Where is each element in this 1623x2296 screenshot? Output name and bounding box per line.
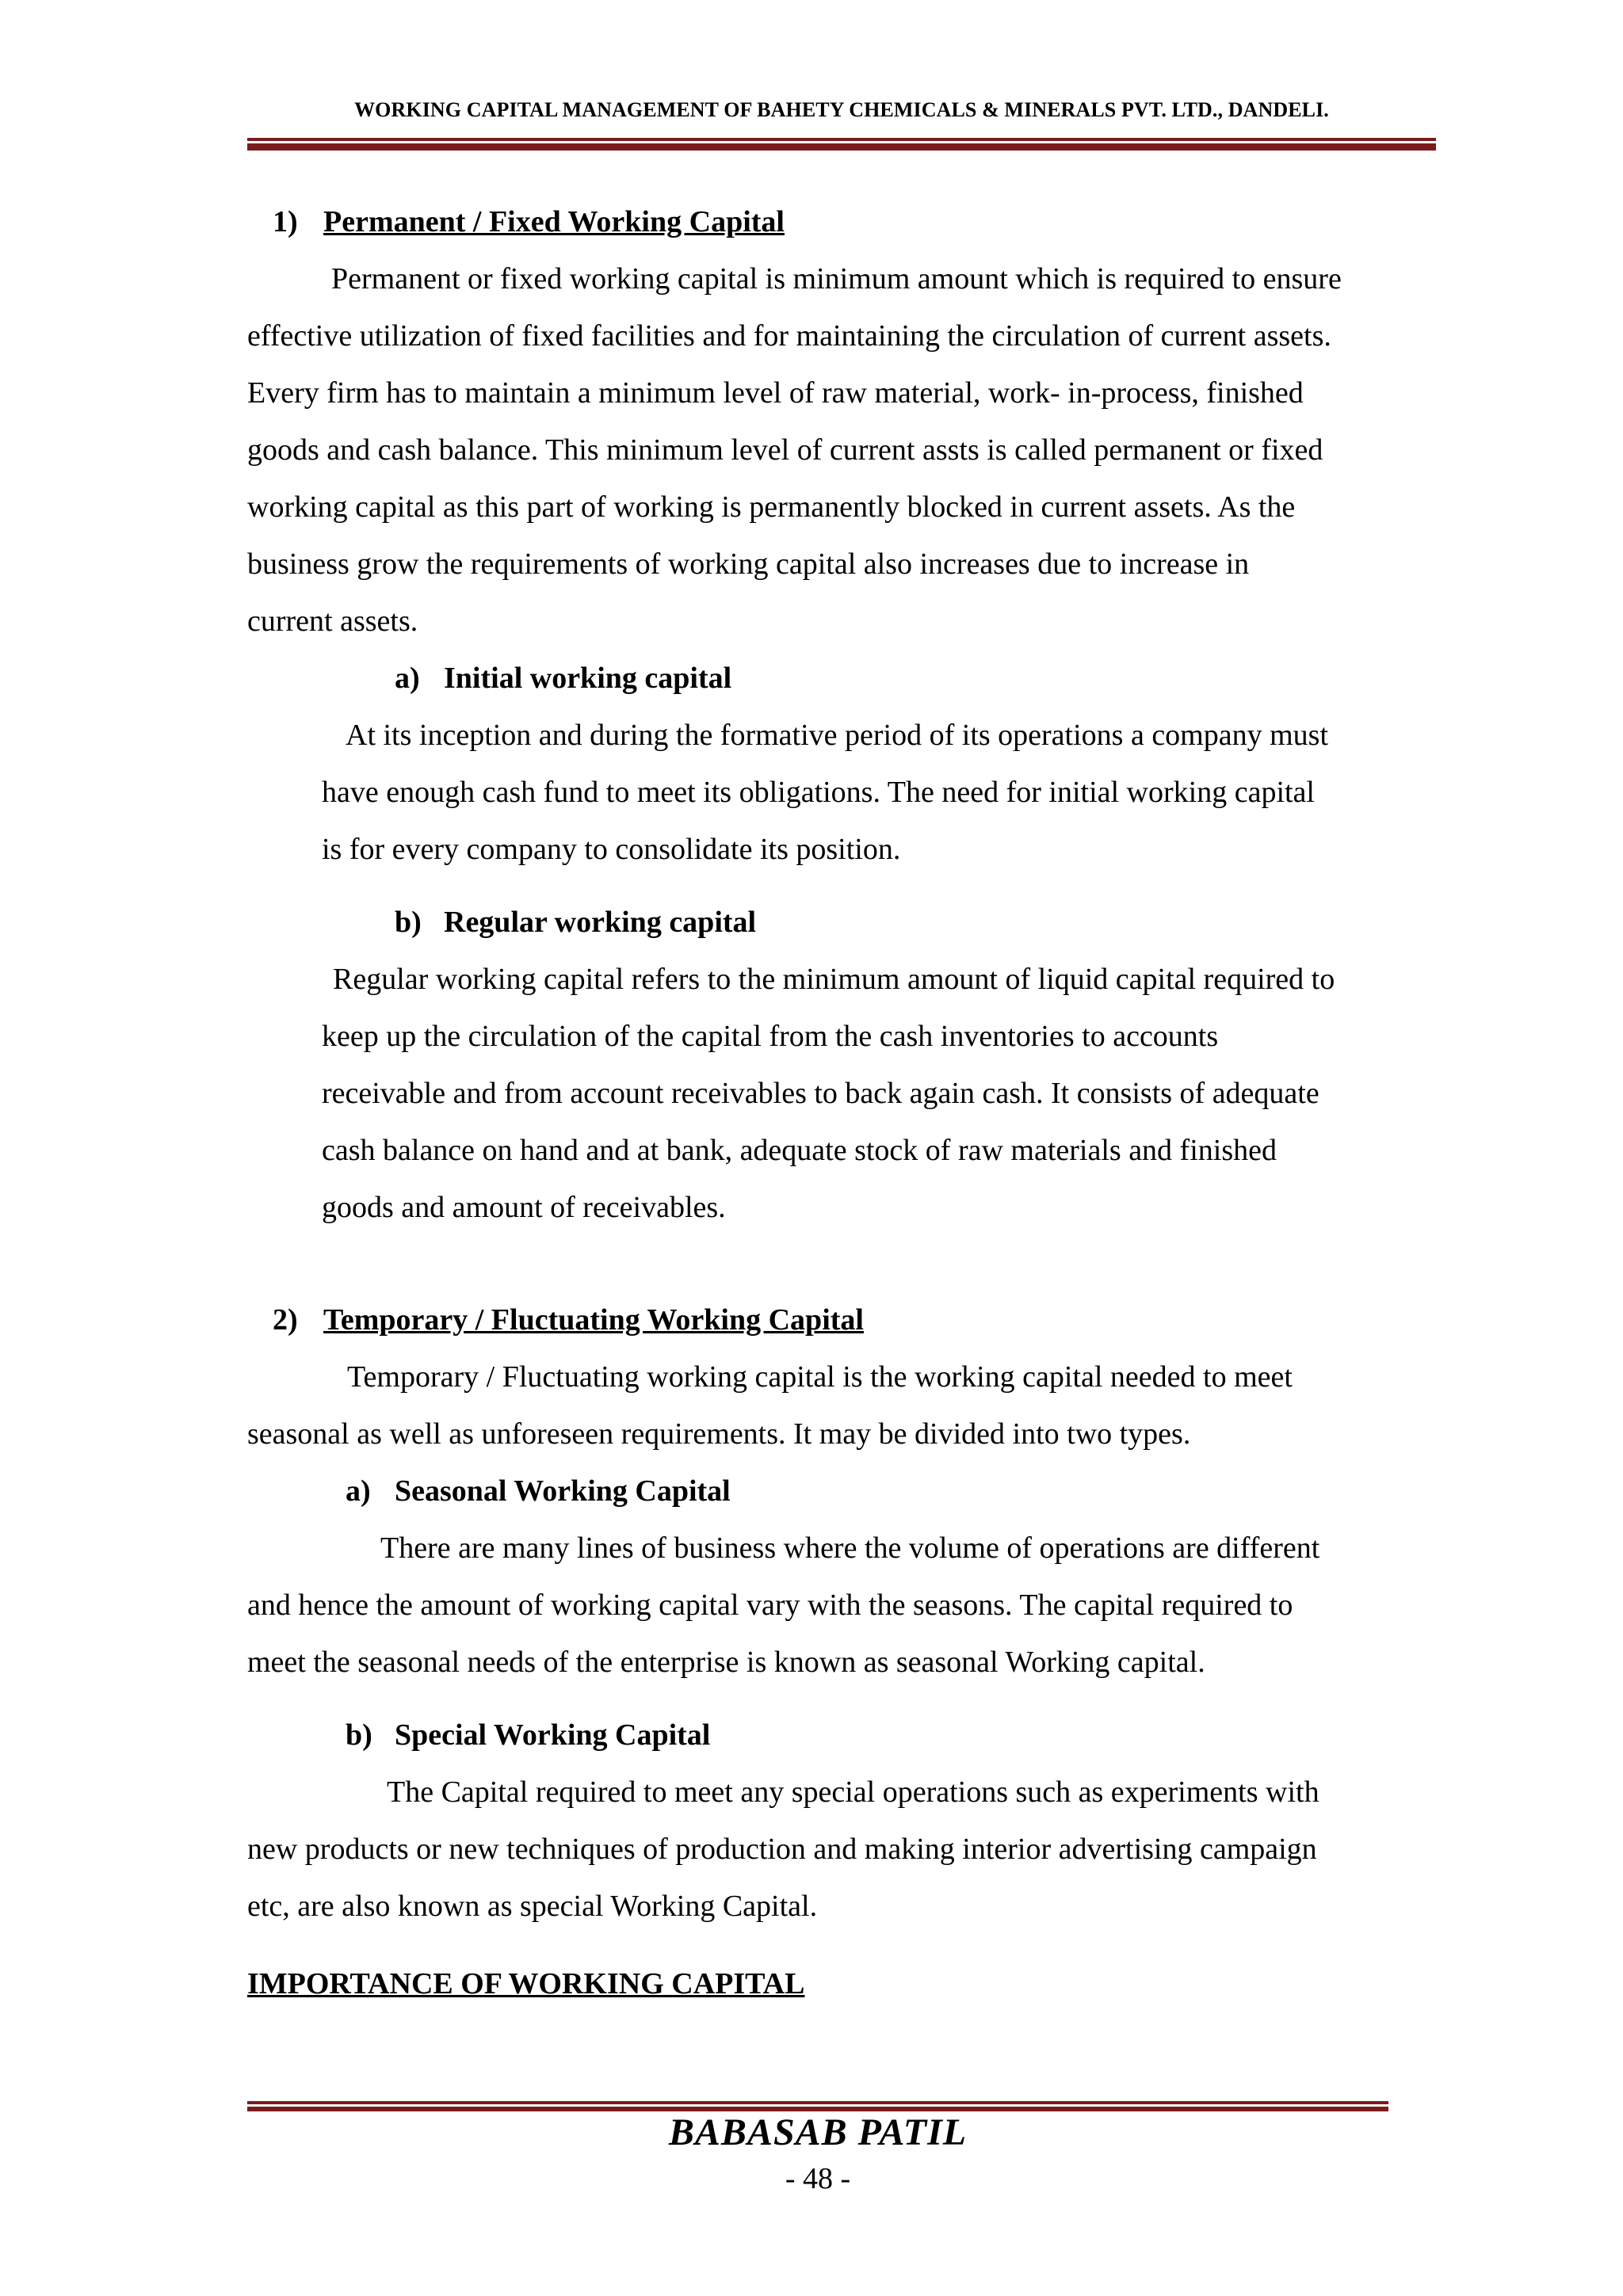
- text-line: goods and cash balance. This minimum level of current assts is called permanent or fixed: [247, 433, 1323, 467]
- footer-rule-top: [247, 2101, 1388, 2104]
- text-line: working capital as this part of working is permanently blocked in current assets. As the: [247, 490, 1296, 524]
- subheading-title: Initial working capital: [444, 662, 732, 695]
- page-body: [247, 193, 1436, 2012]
- section-heading-permanent: [247, 193, 1436, 250]
- text-line: There are many lines of business where the volume of operations are different: [380, 1531, 1320, 1565]
- text-line: and hence the amount of working capital vary with the seasons. The capital required to: [247, 1589, 1293, 1622]
- text-line: business grow the requirements of working capital also increases due to increase in: [247, 547, 1250, 581]
- paragraph-permanent: [247, 250, 1436, 650]
- text-line: Temporary / Fluctuating working capital is the working capital needed to meet: [347, 1360, 1293, 1394]
- paragraph-temporary: [247, 1348, 1436, 1463]
- text-line: The Capital required to meet any special operations such as experiments with: [387, 1775, 1319, 1809]
- text-line: current assets.: [247, 605, 418, 638]
- header-rule-top: [247, 138, 1436, 141]
- text-line: Every firm has to maintain a minimum level of raw material, work- in-process, finished: [247, 376, 1304, 410]
- spacer: [247, 1236, 1436, 1291]
- text-line: Regular working capital refers to the minimum amount of liquid capital required to: [333, 963, 1335, 996]
- text-line: new products or new techniques of production and making interior advertising campaign: [247, 1833, 1317, 1866]
- subheading-regular-working-capital: [247, 894, 1436, 951]
- subheading-number: a): [395, 662, 420, 695]
- paragraph-regular-working-capital: [322, 951, 1436, 1236]
- subheading-number: a): [346, 1474, 371, 1508]
- section-title: Temporary / Fluctuating Working Capital: [323, 1303, 864, 1337]
- text-line: seasonal as well as unforeseen requirements. It may be divided into two types.: [247, 1417, 1191, 1451]
- text-line: goods and amount of receivables.: [322, 1191, 726, 1224]
- paragraph-special-working-capital: [247, 1764, 1436, 1935]
- subheading-seasonal-working-capital: [247, 1463, 1436, 1520]
- text-line: At its inception and during the formative period of its operations a company must: [346, 719, 1329, 752]
- section-number: 2): [273, 1303, 298, 1337]
- running-header: WORKING CAPITAL MANAGEMENT OF BAHETY CHEMICALS & MINERALS PVT. LTD., DANDELI.: [354, 98, 1329, 121]
- text-line: cash balance on hand and at bank, adequate stock of raw materials and finished: [322, 1134, 1277, 1167]
- subheading-number: b): [346, 1718, 372, 1752]
- text-line: is for every company to consolidate its position.: [322, 833, 901, 866]
- importance-heading: IMPORTANCE OF WORKING CAPITAL: [247, 1967, 805, 2000]
- subheading-title: Seasonal Working Capital: [395, 1474, 731, 1508]
- text-line: keep up the circulation of the capital from the cash inventories to accounts: [322, 1020, 1219, 1053]
- subheading-title: Regular working capital: [444, 906, 757, 939]
- text-line: etc, are also known as special Working Capital.: [247, 1890, 818, 1923]
- text-line: have enough cash fund to meet its obligations. The need for initial working capital: [322, 776, 1315, 809]
- text-line: meet the seasonal needs of the enterprise is known as seasonal Working capital.: [247, 1646, 1205, 1679]
- subheading-initial-working-capital: [247, 650, 1436, 707]
- paragraph-initial-working-capital: [322, 707, 1436, 878]
- section-heading-temporary: [247, 1291, 1436, 1348]
- footer-author: BABASAB PATIL: [668, 2111, 968, 2153]
- subheading-number: b): [395, 906, 422, 939]
- text-line: receivable and from account receivables to back again cash. It consists of adequate: [322, 1077, 1319, 1110]
- paragraph-seasonal-working-capital: [247, 1520, 1436, 1691]
- page-number: - 48 -: [785, 2162, 851, 2195]
- text-line: effective utilization of fixed facilities and for maintaining the circulation of current assets.: [247, 319, 1331, 353]
- text-line: Permanent or fixed working capital is minimum amount which is required to ensure: [331, 262, 1342, 296]
- header-rule-bottom: [247, 143, 1436, 151]
- subheading-special-working-capital: [247, 1707, 1436, 1764]
- section-number: 1): [273, 205, 298, 238]
- subheading-title: Special Working Capital: [395, 1718, 711, 1752]
- section-title: Permanent / Fixed Working Capital: [323, 205, 785, 238]
